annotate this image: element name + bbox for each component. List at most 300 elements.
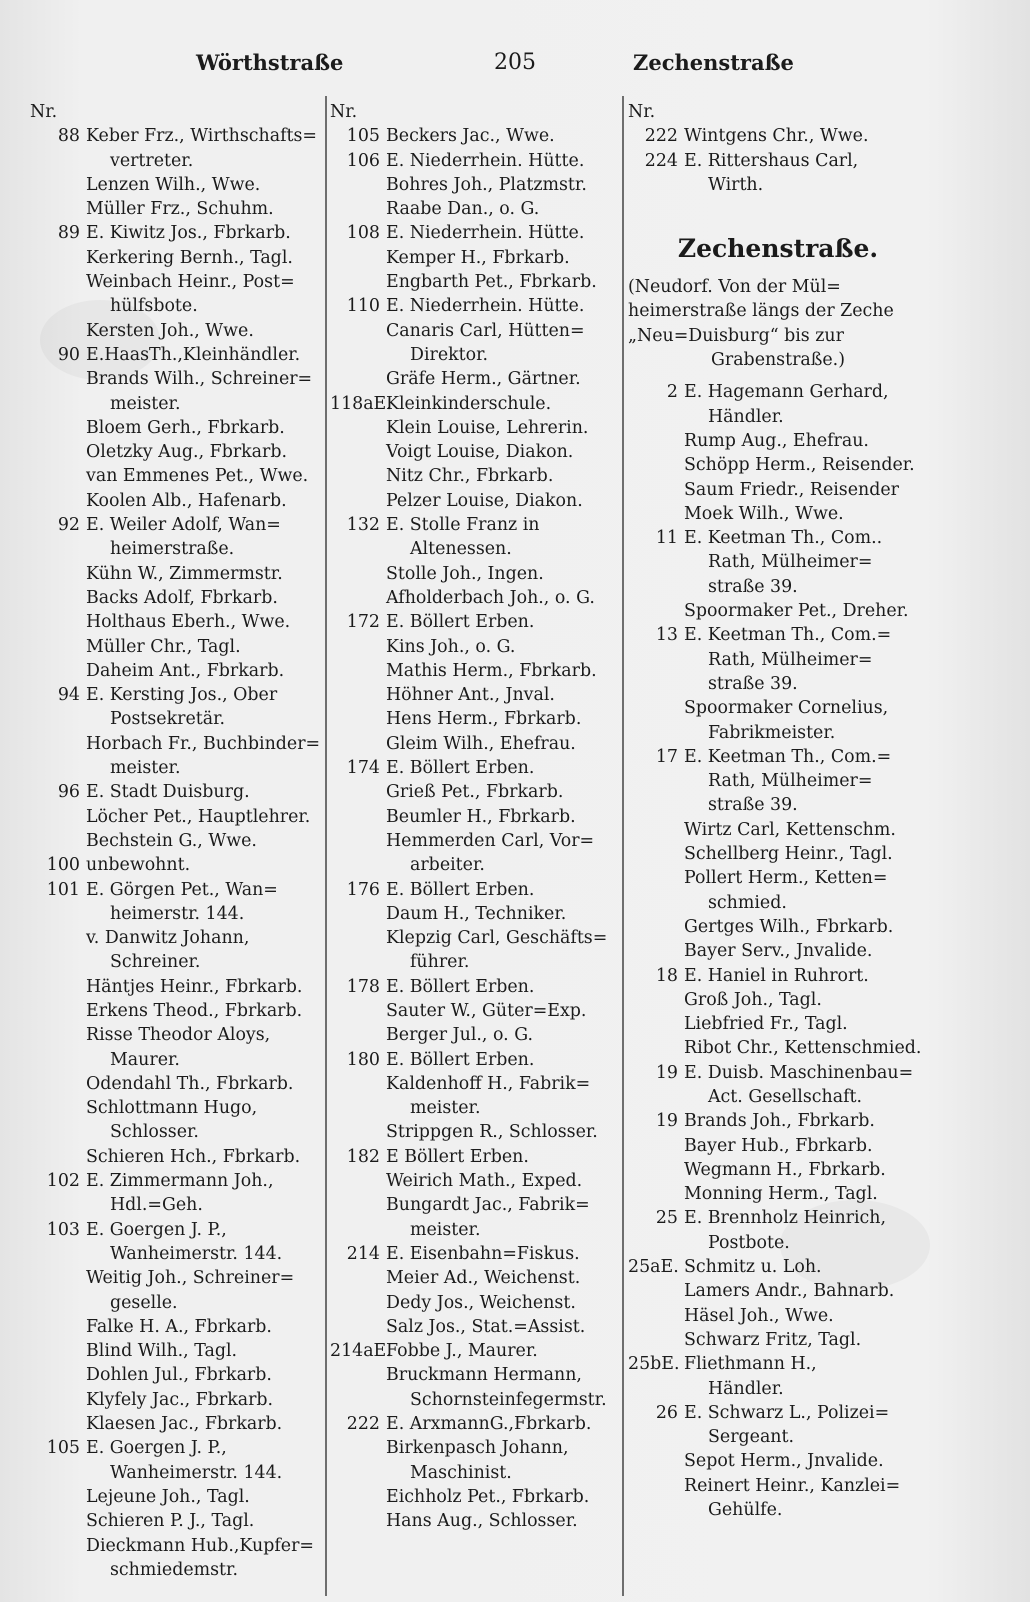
directory-line (330, 707, 620, 731)
directory-line (30, 392, 322, 416)
entry-continuation: hülfsbote. (110, 296, 198, 317)
entry-continuation: meister. (110, 393, 181, 414)
resident-text: Weirich Math., Exped. (386, 1171, 583, 1192)
directory-line (30, 1315, 322, 1339)
directory-line (628, 721, 928, 745)
directory-line (628, 173, 928, 197)
directory-line (330, 319, 620, 343)
directory-line (330, 902, 620, 926)
entry-continuation: Rath, Mülheimer= (708, 649, 873, 670)
entry-text: E. Böllert Erben. (386, 879, 535, 900)
directory-line (30, 1509, 322, 1533)
entry-text: E. Böllert Erben. (386, 976, 535, 997)
entry-continuation: arbeiter. (410, 855, 485, 876)
directory-line (628, 1474, 928, 1498)
entry-text: E. Keetman Th., Com.= (684, 625, 892, 646)
resident-text: Blind Wilh., Tagl. (86, 1341, 238, 1362)
directory-line (30, 829, 322, 853)
directory-line (330, 367, 620, 391)
resident-text: Dohlen Jul., Fbrkarb. (86, 1365, 272, 1386)
resident-text: Horbach Fr., Buchbinder= (86, 733, 321, 754)
directory-line (628, 124, 928, 148)
resident-text: Koolen Alb., Hafenarb. (86, 490, 287, 511)
directory-line (330, 999, 620, 1023)
directory-line (30, 562, 322, 586)
house-number: 25bE. (628, 1354, 680, 1375)
entry-continuation: schmied. (708, 892, 787, 913)
entry-text: E. Schwarz L., Polizei= (684, 1402, 890, 1423)
directory-line (628, 429, 928, 453)
entry-text: E. ArxmannG.,Fbrkarb. (386, 1414, 592, 1435)
directory-line (628, 1231, 928, 1255)
directory-line (330, 780, 620, 804)
directory-line (30, 610, 322, 634)
house-number: 224 (644, 150, 678, 171)
directory-line (330, 853, 620, 877)
directory-line (628, 1158, 928, 1182)
entry-continuation: Act. Gesellschaft. (708, 1086, 863, 1107)
entry-text: E. Duisb. Maschinenbau= (684, 1062, 914, 1083)
resident-text: Hans Aug., Schlosser. (386, 1511, 578, 1532)
entry-continuation: Altenessen. (410, 539, 512, 560)
directory-line (330, 124, 620, 148)
directory-line (330, 440, 620, 464)
resident-text: Rump Aug., Ehefrau. (684, 430, 869, 451)
resident-text: Sauter W., Güter=Exp. (386, 1000, 587, 1021)
directory-line (30, 926, 322, 950)
directory-line (628, 1449, 928, 1473)
directory-line (30, 1145, 322, 1169)
directory-line (30, 1291, 322, 1315)
directory-line (30, 805, 322, 829)
column-heading: Nr. (628, 102, 656, 122)
directory-line (330, 343, 620, 367)
directory-line (330, 926, 620, 950)
resident-text: v. Danwitz Johann, (86, 928, 250, 949)
entry-text: E. Eisenbahn=Fiskus. (386, 1243, 580, 1264)
directory-line (330, 1096, 620, 1120)
house-number: 222 (346, 1414, 380, 1435)
directory-line (30, 513, 322, 537)
directory-line (330, 1218, 620, 1242)
entry-text: E. Zimmermann Joh., (86, 1171, 274, 1192)
directory-line (628, 1352, 928, 1376)
house-number: 178 (346, 976, 380, 997)
entry-continuation: Gehülfe. (708, 1500, 783, 1521)
resident-text: Odendahl Th., Fbrkarb. (86, 1073, 294, 1094)
entry-continuation: Fabrikmeister. (708, 722, 836, 743)
resident-text: Bayer Hub., Fbrkarb. (684, 1135, 873, 1156)
directory-line (628, 478, 928, 502)
resident-text: Wegmann H., Fbrkarb. (684, 1159, 886, 1180)
directory-line (628, 891, 928, 915)
directory-line (628, 1425, 928, 1449)
directory-line (628, 696, 928, 720)
directory-line (30, 1242, 322, 1266)
resident-text: Lejeune Joh., Tagl. (86, 1486, 250, 1507)
directory-line (330, 221, 620, 245)
entry-text: Kleinkinderschule. (386, 393, 552, 414)
directory-line (330, 1315, 620, 1339)
resident-text: Schellberg Heinr., Tagl. (684, 844, 893, 865)
column-3-continuation (628, 100, 928, 197)
resident-text: Hens Herm., Fbrkarb. (386, 709, 582, 730)
resident-text: Bayer Serv., Jnvalide. (684, 941, 873, 962)
directory-line (330, 1242, 620, 1266)
entry-text: E. Kiwitz Jos., Fbrkarb. (86, 223, 291, 244)
directory-line (628, 1036, 928, 1060)
directory-line (330, 197, 620, 221)
entry-text: E. Goergen J. P., (86, 1438, 227, 1459)
entry-text: E. Rittershaus Carl, (684, 150, 859, 171)
directory-line (30, 780, 322, 804)
directory-line (30, 1218, 322, 1242)
entry-text: E. Brennholz Heinrich, (684, 1208, 887, 1229)
directory-line (628, 1279, 928, 1303)
intro-line: „Neu=Duisburg“ bis zur (628, 325, 844, 346)
directory-line (30, 440, 322, 464)
directory-line (330, 1048, 620, 1072)
directory-line (330, 416, 620, 440)
house-number: 26 (655, 1402, 678, 1423)
directory-line (30, 197, 322, 221)
intro-line: heimerstraße längs der Zeche (628, 301, 894, 322)
directory-line (330, 610, 620, 634)
section-title: Zechenstraße. (677, 234, 879, 264)
directory-line (628, 599, 928, 623)
directory-line (30, 1534, 322, 1558)
resident-text: Moek Wilh., Wwe. (684, 503, 844, 524)
intro-line: (Neudorf. Von der Mül= (628, 277, 841, 298)
directory-line (30, 1412, 322, 1436)
entry-continuation: Händler. (708, 1378, 784, 1399)
directory-line (330, 975, 620, 999)
directory-line (330, 659, 620, 683)
entry-text: unbewohnt. (86, 855, 191, 876)
directory-line (330, 464, 620, 488)
house-number: 88 (57, 126, 80, 147)
directory-line (330, 1412, 620, 1436)
directory-line (330, 1120, 620, 1144)
directory-line (30, 367, 322, 391)
directory-line (628, 648, 928, 672)
resident-text: Meier Ad., Weichenst. (386, 1268, 581, 1289)
entry-continuation: Postbote. (708, 1232, 790, 1253)
resident-text: Salz Jos., Stat.=Assist. (386, 1316, 586, 1337)
resident-text: Mathis Herm., Fbrkarb. (386, 660, 597, 681)
resident-text: Schlottmann Hugo, (86, 1098, 258, 1119)
resident-text: Engbarth Pet., Fbrkarb. (386, 272, 597, 293)
entry-continuation: heimerstr. 144. (110, 903, 245, 924)
directory-line (30, 683, 322, 707)
column-2 (330, 100, 620, 1534)
directory-line (628, 1255, 928, 1279)
resident-text: Hemmerden Carl, Vor= (386, 830, 595, 851)
directory-line (330, 1436, 620, 1460)
entry-continuation: vertreter. (110, 150, 194, 171)
resident-text: Bungardt Jac., Fabrik= (386, 1195, 590, 1216)
entry-text: Wintgens Chr., Wwe. (684, 126, 869, 147)
resident-text: Häntjes Heinr., Fbrkarb. (86, 976, 303, 997)
resident-text: Bruckmann Hermann, (386, 1365, 582, 1386)
directory-line (330, 1461, 620, 1485)
resident-text: Gleim Wilh., Ehefrau. (386, 733, 576, 754)
directory-line (628, 842, 928, 866)
resident-text: Voigt Louise, Diakon. (386, 442, 574, 463)
directory-line (30, 586, 322, 610)
directory-line (330, 1023, 620, 1047)
directory-line (30, 173, 322, 197)
resident-text: Gräfe Herm., Gärtner. (386, 369, 581, 390)
resident-text: Nitz Chr., Fbrkarb. (386, 466, 554, 487)
entry-continuation: meister. (110, 758, 181, 779)
resident-text: Kaldenhoff H., Fabrik= (386, 1073, 591, 1094)
directory-line (30, 537, 322, 561)
entry-continuation: straße 39. (708, 673, 798, 694)
house-number: 132 (346, 515, 380, 536)
directory-line (330, 756, 620, 780)
column-3 (628, 100, 928, 1522)
directory-line (30, 1023, 322, 1047)
resident-text: Grieß Pet., Fbrkarb. (386, 782, 564, 803)
directory-line (30, 732, 322, 756)
resident-text: Kemper H., Fbrkarb. (386, 247, 570, 268)
house-number: 222 (644, 126, 678, 147)
directory-line (30, 756, 322, 780)
directory-line (330, 586, 620, 610)
resident-text: Schieren Hch., Fbrkarb. (86, 1146, 301, 1167)
entry-text: E. Niederrhein. Hütte. (386, 150, 585, 171)
directory-line (330, 1363, 620, 1387)
entry-continuation: Wirth. (708, 174, 764, 195)
directory-line (330, 1193, 620, 1217)
directory-line (30, 878, 322, 902)
resident-text: Dedy Jos., Weichenst. (386, 1292, 576, 1313)
resident-text: Wirtz Carl, Kettenschm. (684, 819, 896, 840)
directory-line (628, 1304, 928, 1328)
directory-line (330, 489, 620, 513)
house-number: 25aE. (628, 1257, 679, 1278)
resident-text: Erkens Theod., Fbrkarb. (86, 1000, 303, 1021)
column-heading-row (30, 100, 322, 124)
column-heading-row (628, 100, 928, 124)
directory-line (30, 975, 322, 999)
running-head-right: Zechenstraße (633, 50, 794, 75)
directory-line (30, 902, 322, 926)
house-number: 102 (46, 1171, 80, 1192)
directory-line (30, 1485, 322, 1509)
directory-line (30, 489, 322, 513)
directory-line (628, 149, 928, 173)
directory-line (628, 1401, 928, 1425)
entry-continuation: Sergeant. (708, 1427, 795, 1448)
directory-line (628, 1498, 928, 1522)
directory-line (628, 769, 928, 793)
directory-line (30, 246, 322, 270)
directory-line (30, 999, 322, 1023)
resident-text: Bloem Gerh., Fbrkarb. (86, 417, 285, 438)
entry-continuation: führer. (410, 952, 470, 973)
resident-text: Müller Chr., Tagl. (86, 636, 241, 657)
resident-text: Kins Joh., o. G. (386, 636, 516, 657)
entry-text: E.HaasTh.,Kleinhändler. (86, 344, 301, 365)
directory-line (30, 1072, 322, 1096)
directory-line (330, 270, 620, 294)
resident-text: Lamers Andr., Bahnarb. (684, 1281, 895, 1302)
house-number: 94 (57, 685, 80, 706)
resident-text: Löcher Pet., Hauptlehrer. (86, 806, 311, 827)
directory-line (30, 343, 322, 367)
resident-text: Sepot Herm., Jnvalide. (684, 1451, 884, 1472)
directory-line (30, 149, 322, 173)
directory-line (330, 805, 620, 829)
house-number: 182 (346, 1146, 380, 1167)
house-number: 214aE. (330, 1341, 392, 1362)
directory-line (30, 1169, 322, 1193)
house-number: 172 (346, 612, 380, 633)
house-number: 90 (57, 344, 80, 365)
column-1 (30, 100, 322, 1582)
directory-line (330, 513, 620, 537)
house-number: 96 (57, 782, 80, 803)
directory-line (628, 1012, 928, 1036)
entry-continuation: Hdl.=Geh. (110, 1195, 203, 1216)
directory-line (330, 1388, 620, 1412)
resident-text: Backs Adolf, Fbrkarb. (86, 587, 278, 608)
directory-line (628, 623, 928, 647)
entry-continuation: geselle. (110, 1292, 178, 1313)
directory-line (628, 1328, 928, 1352)
resident-text: Brands Wilh., Schreiner= (86, 369, 313, 390)
entry-text: E. Böllert Erben. (386, 612, 535, 633)
directory-line (30, 1048, 322, 1072)
entry-text: E. Goergen J. P., (86, 1219, 227, 1240)
house-number: 25 (655, 1208, 678, 1229)
entry-text: E. Kersting Jos., Ober (86, 685, 278, 706)
house-number: 2 (666, 382, 678, 403)
directory-line (30, 1461, 322, 1485)
house-number: 19 (655, 1111, 678, 1132)
entry-continuation: heimerstraße. (110, 539, 235, 560)
directory-line (628, 745, 928, 769)
directory-line (330, 1339, 620, 1363)
resident-text: Klein Louise, Lehrerin. (386, 417, 589, 438)
entry-text: Fliethmann H., (684, 1354, 817, 1375)
directory-line (628, 1377, 928, 1401)
column-heading: Nr. (330, 102, 358, 122)
directory-line (330, 1145, 620, 1169)
resident-text: Spoormaker Cornelius, (684, 698, 889, 719)
house-number: 17 (655, 746, 678, 767)
resident-text: Berger Jul., o. G. (386, 1025, 533, 1046)
directory-line (30, 221, 322, 245)
directory-line (30, 853, 322, 877)
house-number: 92 (57, 515, 80, 536)
directory-line (628, 818, 928, 842)
directory-line (628, 866, 928, 890)
house-number: 214 (346, 1243, 380, 1264)
page-header (0, 50, 1030, 84)
house-number: 11 (655, 528, 678, 549)
entry-text: E. Haniel in Ruhrort. (684, 965, 869, 986)
directory-line (628, 575, 928, 599)
section-intro (628, 275, 928, 372)
intro-line: Grabenstraße.) (710, 350, 845, 371)
directory-line (330, 635, 620, 659)
directory-line (30, 1193, 322, 1217)
directory-line (30, 1339, 322, 1363)
resident-text: Afholderbach Joh., o. G. (386, 587, 595, 608)
house-number: 19 (655, 1062, 678, 1083)
house-number: 105 (46, 1438, 80, 1459)
entry-continuation: Schreiner. (110, 952, 201, 973)
entry-continuation: Wanheimerstr. 144. (110, 1462, 283, 1483)
directory-line (628, 1182, 928, 1206)
resident-text: Daheim Ant., Fbrkarb. (86, 660, 285, 681)
entry-continuation: Direktor. (410, 344, 489, 365)
entry-text: E. Görgen Pet., Wan= (86, 879, 278, 900)
entry-continuation: Wanheimerstr. 144. (110, 1243, 283, 1264)
entry-text: Schmitz u. Loh. (684, 1257, 822, 1278)
directory-line (330, 878, 620, 902)
entry-text: E. Niederrhein. Hütte. (386, 223, 585, 244)
resident-text: Eichholz Pet., Fbrkarb. (386, 1486, 590, 1507)
directory-line (628, 964, 928, 988)
directory-line (30, 294, 322, 318)
directory-line (628, 915, 928, 939)
entry-text: Fobbe J., Maurer. (386, 1341, 538, 1362)
directory-line (30, 1436, 322, 1460)
directory-line (628, 1061, 928, 1085)
entry-text: Brands Joh., Fbrkarb. (684, 1111, 875, 1132)
entry-text: E. Niederrhein. Hütte. (386, 296, 585, 317)
directory-line (330, 392, 620, 416)
house-number: 101 (46, 879, 80, 900)
entry-continuation: meister. (410, 1219, 481, 1240)
entry-text: E. Stolle Franz in (386, 515, 540, 536)
house-number: 106 (346, 150, 380, 171)
running-head-left: Wörthstraße (196, 50, 344, 75)
directory-line (628, 1134, 928, 1158)
directory-line (30, 635, 322, 659)
directory-line (330, 246, 620, 270)
entry-continuation: Schlosser. (110, 1122, 199, 1143)
resident-text: Schöpp Herm., Reisender. (684, 455, 915, 476)
resident-text: Kerkering Bernh., Tagl. (86, 247, 293, 268)
entry-text: E. Stadt Duisburg. (86, 782, 250, 803)
entry-continuation: Händler. (708, 406, 784, 427)
resident-text: Schieren P. J., Tagl. (86, 1511, 255, 1532)
resident-text: Klaesen Jac., Fbrkarb. (86, 1414, 283, 1435)
entry-continuation: Postsekretär. (110, 709, 226, 730)
directory-line (628, 1206, 928, 1230)
directory-line (330, 1291, 620, 1315)
directory-line (628, 1109, 928, 1133)
resident-text: Bechstein G., Wwe. (86, 830, 257, 851)
resident-text: Reinert Heinr., Kanzlei= (684, 1475, 901, 1496)
directory-line (30, 124, 322, 148)
house-number: 18 (655, 965, 678, 986)
resident-text: Pelzer Louise, Diakon. (386, 490, 583, 511)
directory-line (330, 1169, 620, 1193)
house-number: 89 (57, 223, 80, 244)
resident-text: Ribot Chr., Kettenschmied. (684, 1038, 922, 1059)
house-number: 108 (346, 223, 380, 244)
resident-text: Groß Joh., Tagl. (684, 989, 822, 1010)
directory-line (30, 416, 322, 440)
directory-line (628, 526, 928, 550)
resident-text: Schwarz Fritz, Tagl. (684, 1329, 862, 1350)
